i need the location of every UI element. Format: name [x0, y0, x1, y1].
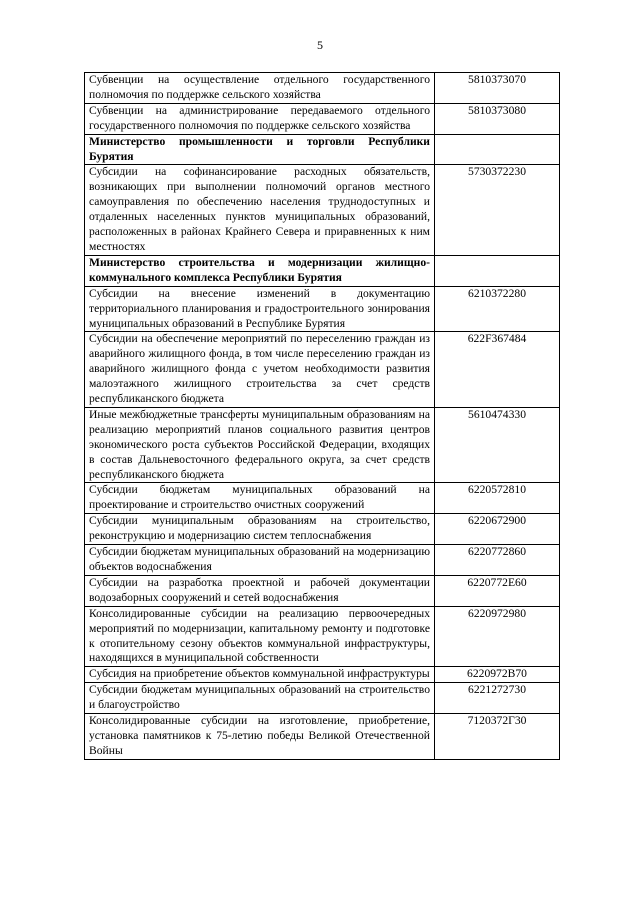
table-row [85, 103, 560, 134]
table-row [85, 683, 560, 714]
table-row [85, 575, 560, 606]
budget-code: 6220772860 [435, 545, 560, 576]
budget-code: 7120372Г30 [435, 714, 560, 760]
table-row [85, 286, 560, 332]
expense-description: Иные межбюджетные трансферты муниципальным образованиям на реализацию мероприятий планов социального развития центров экономического роста субъектов Российской Федерации, входящих в состав Дальневосточного федерального округа, за счет средств республиканского бюджета [85, 407, 435, 483]
expense-description: Субсидии бюджетам муниципальных образований на строительство и благоустройство [85, 683, 435, 714]
expense-description: Субсидии на обеспечение мероприятий по переселению граждан из аварийного жилищного фонда, в том числе переселению граждан из аварийного жилищного фонда с учетом необходимости развития малоэтажного жилищного строительства за счет средств республиканского бюджета [85, 332, 435, 408]
table-row [85, 407, 560, 483]
budget-code: 6220672900 [435, 514, 560, 545]
budget-code [435, 255, 560, 286]
table-row [85, 165, 560, 255]
table-row [85, 483, 560, 514]
section-header-row [85, 255, 560, 286]
table-row [85, 332, 560, 408]
section-title: Министерство промышленности и торговли Республики Бурятия [85, 134, 435, 165]
budget-code: 6210372280 [435, 286, 560, 332]
table-row [85, 714, 560, 760]
budget-code: 5810373080 [435, 103, 560, 134]
expense-description: Консолидированные субсидии на реализацию первоочередных мероприятий по модернизации, капитальному ремонту и подготовке к отопительному сезону объектов коммунальной инфраструктуры, находящихся в муниципальной собственности [85, 606, 435, 667]
section-title: Министерство строительства и модернизации жилищно-коммунального комплекса Республики Бурятия [85, 255, 435, 286]
budget-code: 622F367484 [435, 332, 560, 408]
page-number: 5 [317, 38, 323, 52]
expense-description: Субсидии муниципальным образованиям на строительство, реконструкцию и модернизацию систем теплоснабжения [85, 514, 435, 545]
budget-code: 6220972980 [435, 606, 560, 667]
expense-description: Субсидии бюджетам муниципальных образований на проектирование и строительство очистных сооружений [85, 483, 435, 514]
expense-description: Субвенции на осуществление отдельного государственного полномочия по поддержке сельского хозяйства [85, 73, 435, 104]
section-header-row [85, 134, 560, 165]
table-row [85, 514, 560, 545]
expense-description: Субсидии на разработка проектной и рабочей документации водозаборных сооружений и сетей водоснабжения [85, 575, 435, 606]
expense-description: Субсидии на внесение изменений в документацию территориального планирования и градостроительного зонирования муниципальных образований в Республике Бурятия [85, 286, 435, 332]
budget-code: 6221272730 [435, 683, 560, 714]
table-row [85, 667, 560, 683]
table-row [85, 545, 560, 576]
budget-code [435, 134, 560, 165]
budget-code: 6220572810 [435, 483, 560, 514]
budget-code: 6220772Е60 [435, 575, 560, 606]
budget-code: 5610474330 [435, 407, 560, 483]
expense-description: Консолидированные субсидии на изготовление, приобретение, установка памятников к 75-летию победы Великой Отечественной Войны [85, 714, 435, 760]
budget-code: 6220972В70 [435, 667, 560, 683]
budget-code: 5810373070 [435, 73, 560, 104]
budget-code: 5730372230 [435, 165, 560, 255]
expense-description: Субсидии на софинансирование расходных обязательств, возникающих при выполнении полномочий органов местного самоуправления по обеспечению населения труднодоступных и отдаленных населенных пунктов муниципальных образований, расположенных в районах Крайнего Севера и приравненных к ним местностях [85, 165, 435, 255]
table-row [85, 606, 560, 667]
expense-description: Субвенции на администрирование передаваемого отдельного государственного полномочия по поддержке сельского хозяйства [85, 103, 435, 134]
table-row [85, 73, 560, 104]
table-body [85, 73, 560, 760]
budget-codes-table [84, 72, 560, 760]
expense-description: Субсидия на приобретение объектов коммунальной инфраструктуры [85, 667, 435, 683]
expense-description: Субсидии бюджетам муниципальных образований на модернизацию объектов водоснабжения [85, 545, 435, 576]
